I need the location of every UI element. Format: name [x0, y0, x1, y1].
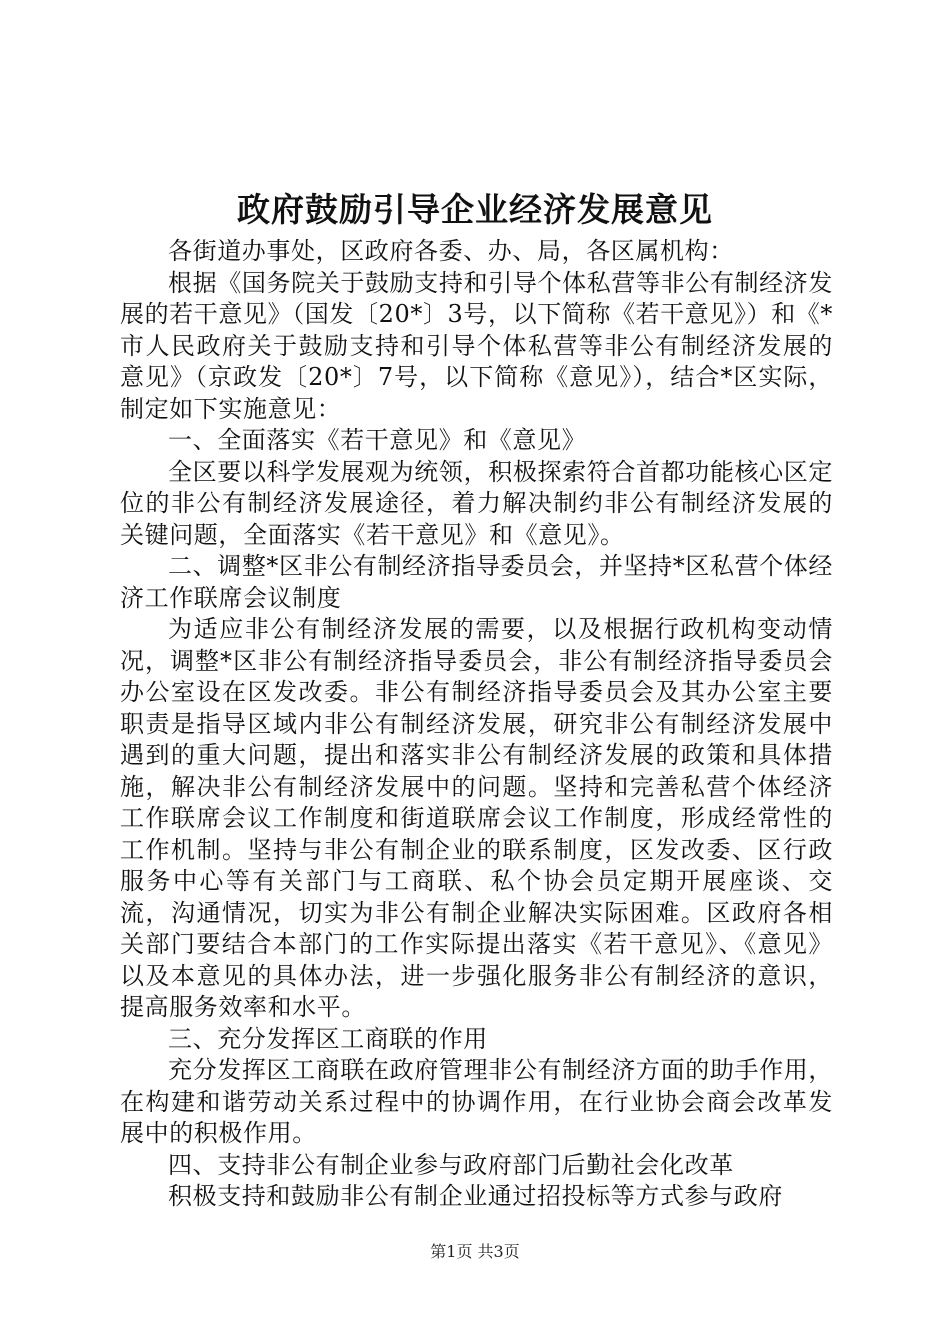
- page-number-footer: 第1页 共3页: [430, 1242, 520, 1261]
- intro-paragraph: 根据《国务院关于鼓励支持和引导个体私营等非公有制经济发展的若干意见》（国发〔20*〕3号，以下简称《若干意见》）和《*市人民政府关于鼓励支持和引导个体私营等非公有制经济发展的意见》（京政发〔20*〕7号，以下简称《意见》），结合*区实际，制定如下实施意见：: [120, 268, 834, 423]
- document-title: 政府鼓励引导企业经济发展意见: [237, 190, 713, 229]
- document-body: [120, 236, 833, 1213]
- body-paragraph: 积极支持和鼓励非公有制企业通过招投标等方式参与政府: [168, 1182, 783, 1210]
- body-paragraph: 全区要以科学发展观为统领，积极探索符合首都功能核心区定位的非公有制经济发展途径，着力解决制约非公有制经济发展的关键问题，全面落实《若干意见》和《意见》。: [120, 457, 833, 549]
- section-heading-2: 二、调整*区非公有制经济指导委员会，并坚持*区私营个体经济工作联席会议制度: [120, 552, 833, 612]
- section-heading-4: 四、支持非公有制企业参与政府部门后勤社会化改革: [168, 1150, 734, 1179]
- body-paragraph: 为适应非公有制经济发展的需要，以及根据行政机构变动情况，调整*区非公有制经济指导委员会，非公有制经济指导委员会办公室设在区发改委。非公有制经济指导委员会及其办公室主要职责是指导区域内非公有制经济发展，研究非公有制经济发展中遇到的重大问题，提出和落实非公有制经济发展的政策和具体措施，解决非公有制经济发展中的问题。坚持和完善私营个体经济工作联席会议工作制度和街道联席会议工作制度，形成经常性的工作机制。坚持与非公有制企业的联系制度，区发改委、区行政服务中心等有关部门与工商联、私个协会员定期开展座谈、交流，沟通情况，切实为非公有制企业解决实际困难。区政府各相关部门要结合本部门的工作实际提出落实《若干意见》、《意见》以及本意见的具体办法，进一步强化服务非公有制经济的意识，提高服务效率和水平。: [120, 615, 833, 1021]
- section-heading-1: 一、全面落实《若干意见》和《意见》: [168, 426, 587, 454]
- body-paragraph: 充分发挥区工商联在政府管理非公有制经济方面的助手作用，在构建和谐劳动关系过程中的协调作用，在行业协会商会改革发展中的积极作用。: [120, 1056, 833, 1147]
- section-heading-3: 三、充分发挥区工商联的作用: [168, 1024, 488, 1053]
- salutation-paragraph: 各街道办事处，区政府各委、办、局，各区属机构：: [168, 237, 734, 265]
